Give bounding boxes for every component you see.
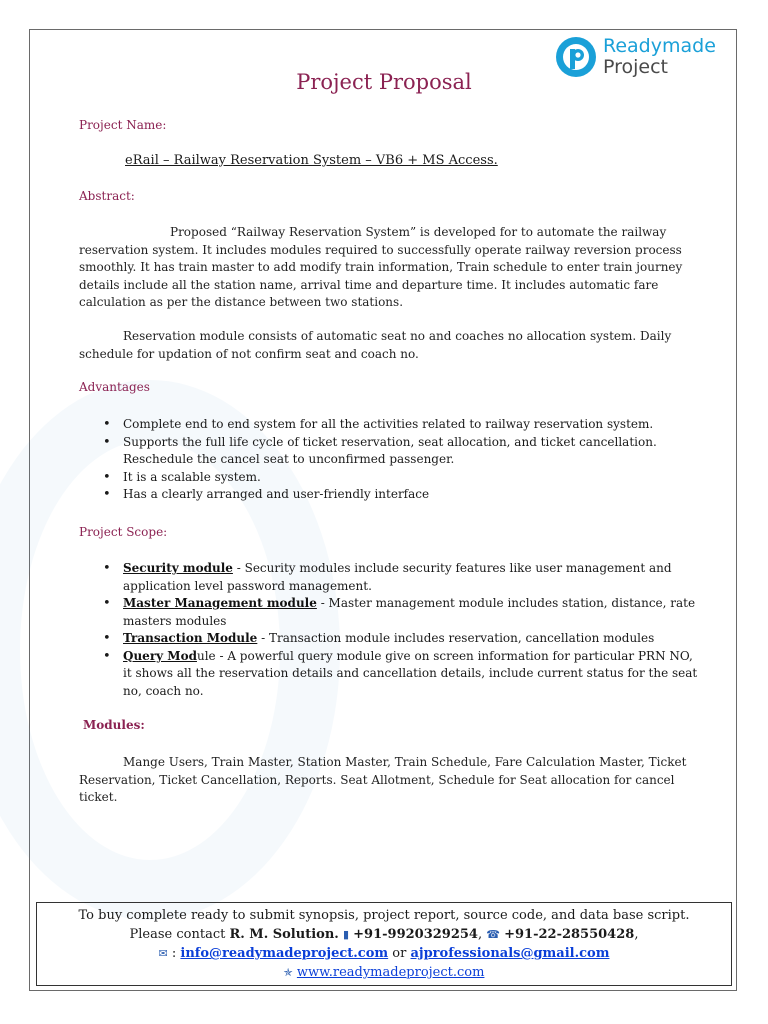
mobile-icon: ▮ (342, 928, 349, 941)
logo-line1: Readymade (603, 35, 716, 57)
email-link-2[interactable]: ajprofessionals@gmail.com (410, 946, 610, 961)
contact-line4 (37, 963, 731, 982)
abstract-heading: Abstract: (79, 189, 135, 203)
abstract-paragraph-1: Proposed “Railway Reservation System” is developed for to automate the railway reservation system. It includes modules required to successfully operate railway reversion process smoothly. It has train master to add modify train information, Train schedule to enter train journey details include all the station name, arrival time and departure time. It includes automatic fare calculation as per the distance between two stations. (79, 225, 683, 309)
list-item: • Complete end to end system for all the activities related to railway reservation system. (101, 416, 681, 434)
contact-line1: To buy complete ready to submit synopsis, project report, source code, and data base script. (78, 908, 690, 923)
list-item: • It is a scalable system. (101, 469, 681, 487)
modules-paragraph: Mange Users, Train Master, Station Master, Train Schedule, Fare Calculation Master, Ticket Reservation, Ticket Cancellation, Reports. Seat Allotment, Schedule for Seat allocation for cancel ticket. (79, 755, 687, 804)
contact-box (36, 902, 732, 986)
phone-icon: ☎ (486, 928, 500, 941)
abstract-paragraph-2: Reservation module consists of automatic seat no and coaches no allocation system. Daily schedule for updation of not confirm seat and coach no. (79, 329, 672, 361)
scope-list (101, 560, 701, 700)
list-item: • Transaction Module - Transaction module includes reservation, cancellation modules (101, 630, 701, 648)
project-name-heading: Project Name: (79, 118, 167, 132)
list-item: • Supports the full life cycle of ticket reservation, seat allocation, and ticket cancellation. Reschedule the cancel seat to unconfirmed passenger. (101, 434, 681, 469)
list-item: • Query Module - A powerful query module give on screen information for particular PRN NO, it shows all the reservation details and cancellation details, include current status for the seat no, coach no. (101, 648, 701, 701)
list-item: • Security module - Security modules include security features like user management and application level password management. (101, 560, 701, 595)
mobile-number: +91-9920329254 (353, 927, 478, 942)
logo-line2: Project (603, 56, 669, 78)
list-item: • Master Management module - Master management module includes station, distance, rate masters modules (101, 595, 701, 630)
email-link-1[interactable]: info@readymadeproject.com (180, 946, 389, 961)
star-icon: ✯ (283, 966, 293, 979)
contact-line3: ✉ : info@readymadeproject.com or ajprofessionals@gmail.com (158, 946, 610, 961)
mail-icon: ✉ (158, 947, 168, 960)
modules-heading: Modules: (83, 718, 145, 732)
phone-number: +91-22-28550428 (504, 927, 635, 942)
project-name-value: eRail – Railway Reservation System – VB6 + MS Access. (125, 153, 498, 168)
advantages-heading: Advantages (79, 380, 150, 394)
project-scope-heading: Project Scope: (79, 525, 168, 539)
list-item: • Has a clearly arranged and user-friendly interface (101, 486, 681, 504)
page-title: Project Proposal (296, 70, 472, 94)
website-link[interactable]: www.readymadeproject.com (296, 965, 485, 980)
advantages-list (101, 416, 681, 504)
contact-line2: Please contact R. M. Solution. ▮ +91-9920329254, ☎ +91-22-28550428, (129, 927, 639, 942)
company-name: R. M. Solution. (229, 927, 339, 942)
